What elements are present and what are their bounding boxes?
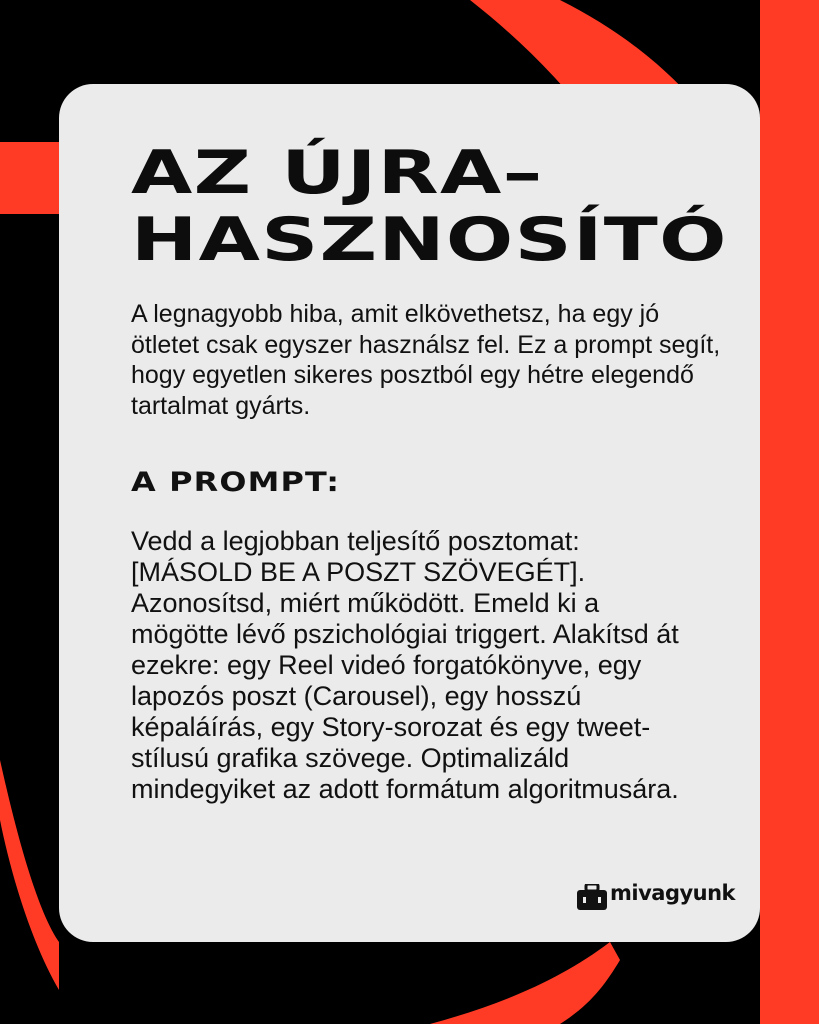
stripe-right-inner (760, 400, 790, 1024)
brand-name: mivagyunk (610, 881, 736, 905)
intro-paragraph: A legnagyobb hiba, amit elkövethetsz, ha egy jó ötletet csak egyszer használsz fel. Ez a prompt segít, hogy egyetlen sikeres posztból egy hétre elegendő tartalmat gyárts. (131, 300, 721, 420)
headline-line-2: HASZNOSÍTÓ (131, 205, 728, 275)
headline-line-1: AZ ÚJRA– (131, 138, 544, 208)
content-card (59, 84, 760, 942)
briefcase-logo-icon (577, 884, 607, 910)
prompt-heading: A PROMPT: (131, 467, 341, 498)
headline (131, 140, 728, 274)
prompt-text: Vedd a legjobban teljesítő posztomat: [MÁSOLD BE A POSZT SZÖVEGÉT]. Azonosítsd, miért működött. Emeld ki a mögötte lévő pszichológiai triggert. Alakítsd át ezekre: egy Reel videó forgatókönyve, egy lapozós poszt (Carousel), egy hosszú képaláírás, egy Story-sorozat és egy tweet-stílusú grafika szövege. Optimalizáld mindegyiket az adott formátum algoritmusára. (131, 526, 679, 804)
block-left (0, 142, 59, 214)
